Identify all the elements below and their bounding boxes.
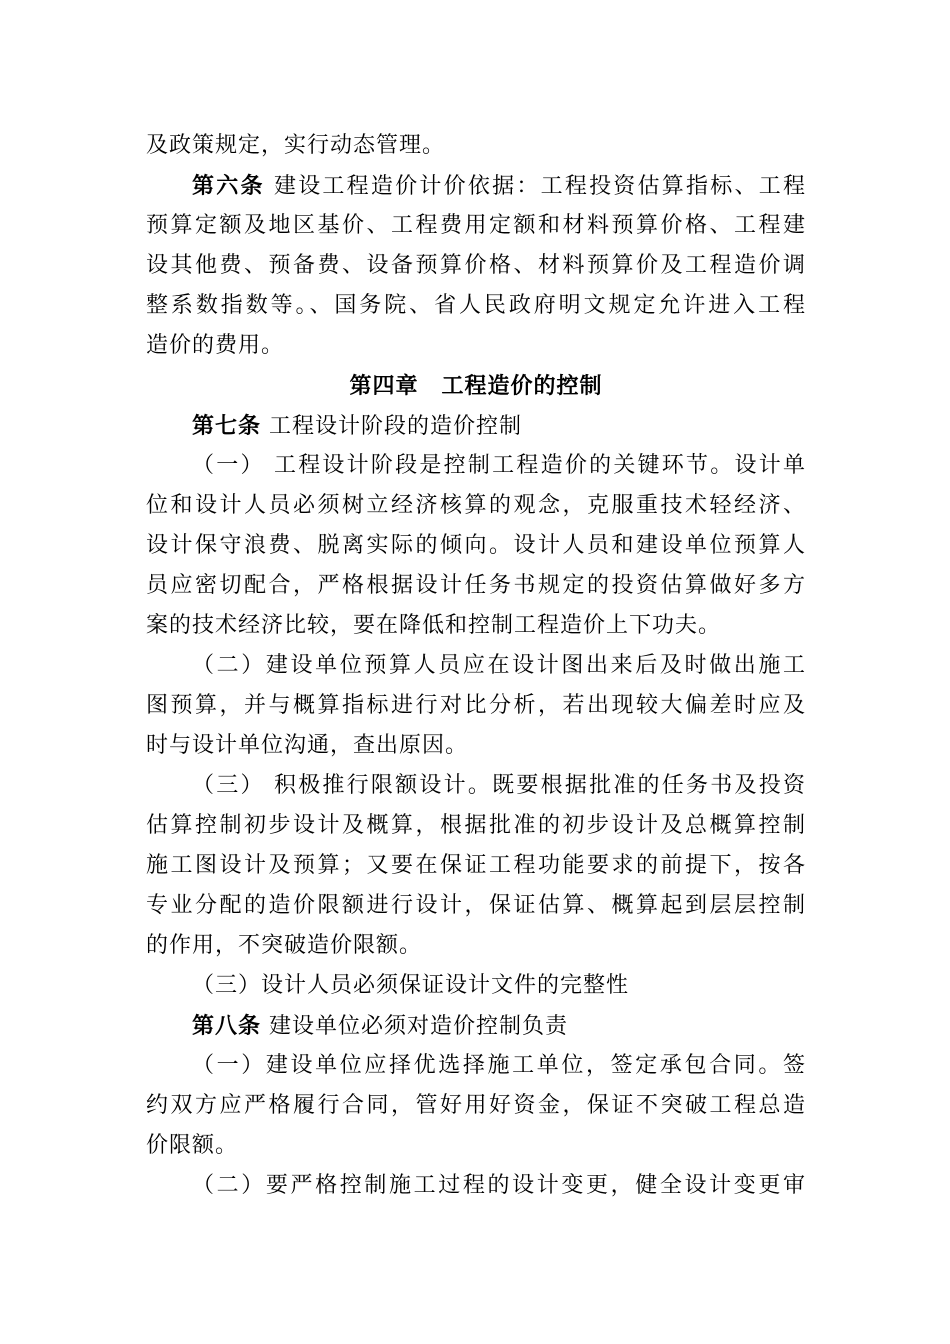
paragraph-line: 造价的费用。	[146, 333, 285, 358]
paragraph-line: 设其他费、预备费、设备预算价格、材料预算价及工程造价调	[146, 253, 806, 278]
paragraph-line: 及政策规定，实行动态管理。	[146, 133, 446, 158]
paragraph-line: （三）设计人员必须保证设计文件的完整性	[192, 973, 630, 998]
paragraph-line: 设计保守浪费、脱离实际的倾向。设计人员和建设单位预算人	[146, 533, 806, 558]
article-7-heading-line: 第七条 工程设计阶段的造价控制	[192, 413, 523, 439]
paragraph-line: （三） 积极推行限额设计。既要根据批准的任务书及投资	[192, 773, 806, 798]
chapter-4-title: 第四章 工程造价的控制	[349, 373, 603, 399]
paragraph-line: 整系数指数等。、国务院、省人民政府明文规定允许进入工程	[146, 293, 806, 318]
article-6-heading-line: 第六条 建设工程造价计价依据：工程投资估算指标、工程	[192, 173, 806, 199]
paragraph-line: （一） 工程设计阶段是控制工程造价的关键环节。设计单	[192, 453, 806, 478]
paragraph-line: 价限额。	[146, 1133, 239, 1158]
paragraph-line: （一）建设单位应择优选择施工单位，签定承包合同。签	[192, 1053, 806, 1078]
paragraph-line: 时与设计单位沟通，查出原因。	[146, 733, 469, 758]
paragraph-line: 案的技术经济比较，要在降低和控制工程造价上下功夫。	[146, 613, 722, 638]
paragraph-line: 图预算，并与概算指标进行对比分析，若出现较大偏差时应及	[146, 693, 806, 718]
document-body	[146, 126, 806, 1206]
article-8-label: 第八条	[192, 1013, 262, 1039]
paragraph-line: 专业分配的造价限额进行设计，保证估算、概算起到层层控制	[146, 893, 806, 918]
paragraph-line: （二）要严格控制施工过程的设计变更，健全设计变更审	[192, 1173, 806, 1198]
paragraph-line: 的作用，不突破造价限额。	[146, 933, 423, 958]
paragraph-line: 约双方应严格履行合同，管好用好资金，保证不突破工程总造	[146, 1093, 806, 1118]
article-8-heading-line: 第八条 建设单位必须对造价控制负责	[192, 1013, 569, 1039]
paragraph-line: 位和设计人员必须树立经济核算的观念，克服重技术轻经济、	[146, 493, 806, 518]
paragraph-line: 预算定额及地区基价、工程费用定额和材料预算价格、工程建	[146, 213, 806, 238]
paragraph-line: 估算控制初步设计及概算，根据批准的初步设计及总概算控制	[146, 813, 806, 838]
article-7-label: 第七条	[192, 413, 262, 439]
paragraph-line: （二）建设单位预算人员应在设计图出来后及时做出施工	[192, 653, 806, 678]
article-6-label: 第六条	[192, 173, 265, 199]
paragraph-line: 员应密切配合，严格根据设计任务书规定的投资估算做好多方	[146, 573, 806, 598]
paragraph-line: 施工图设计及预算；又要在保证工程功能要求的前提下，按各	[146, 853, 806, 878]
